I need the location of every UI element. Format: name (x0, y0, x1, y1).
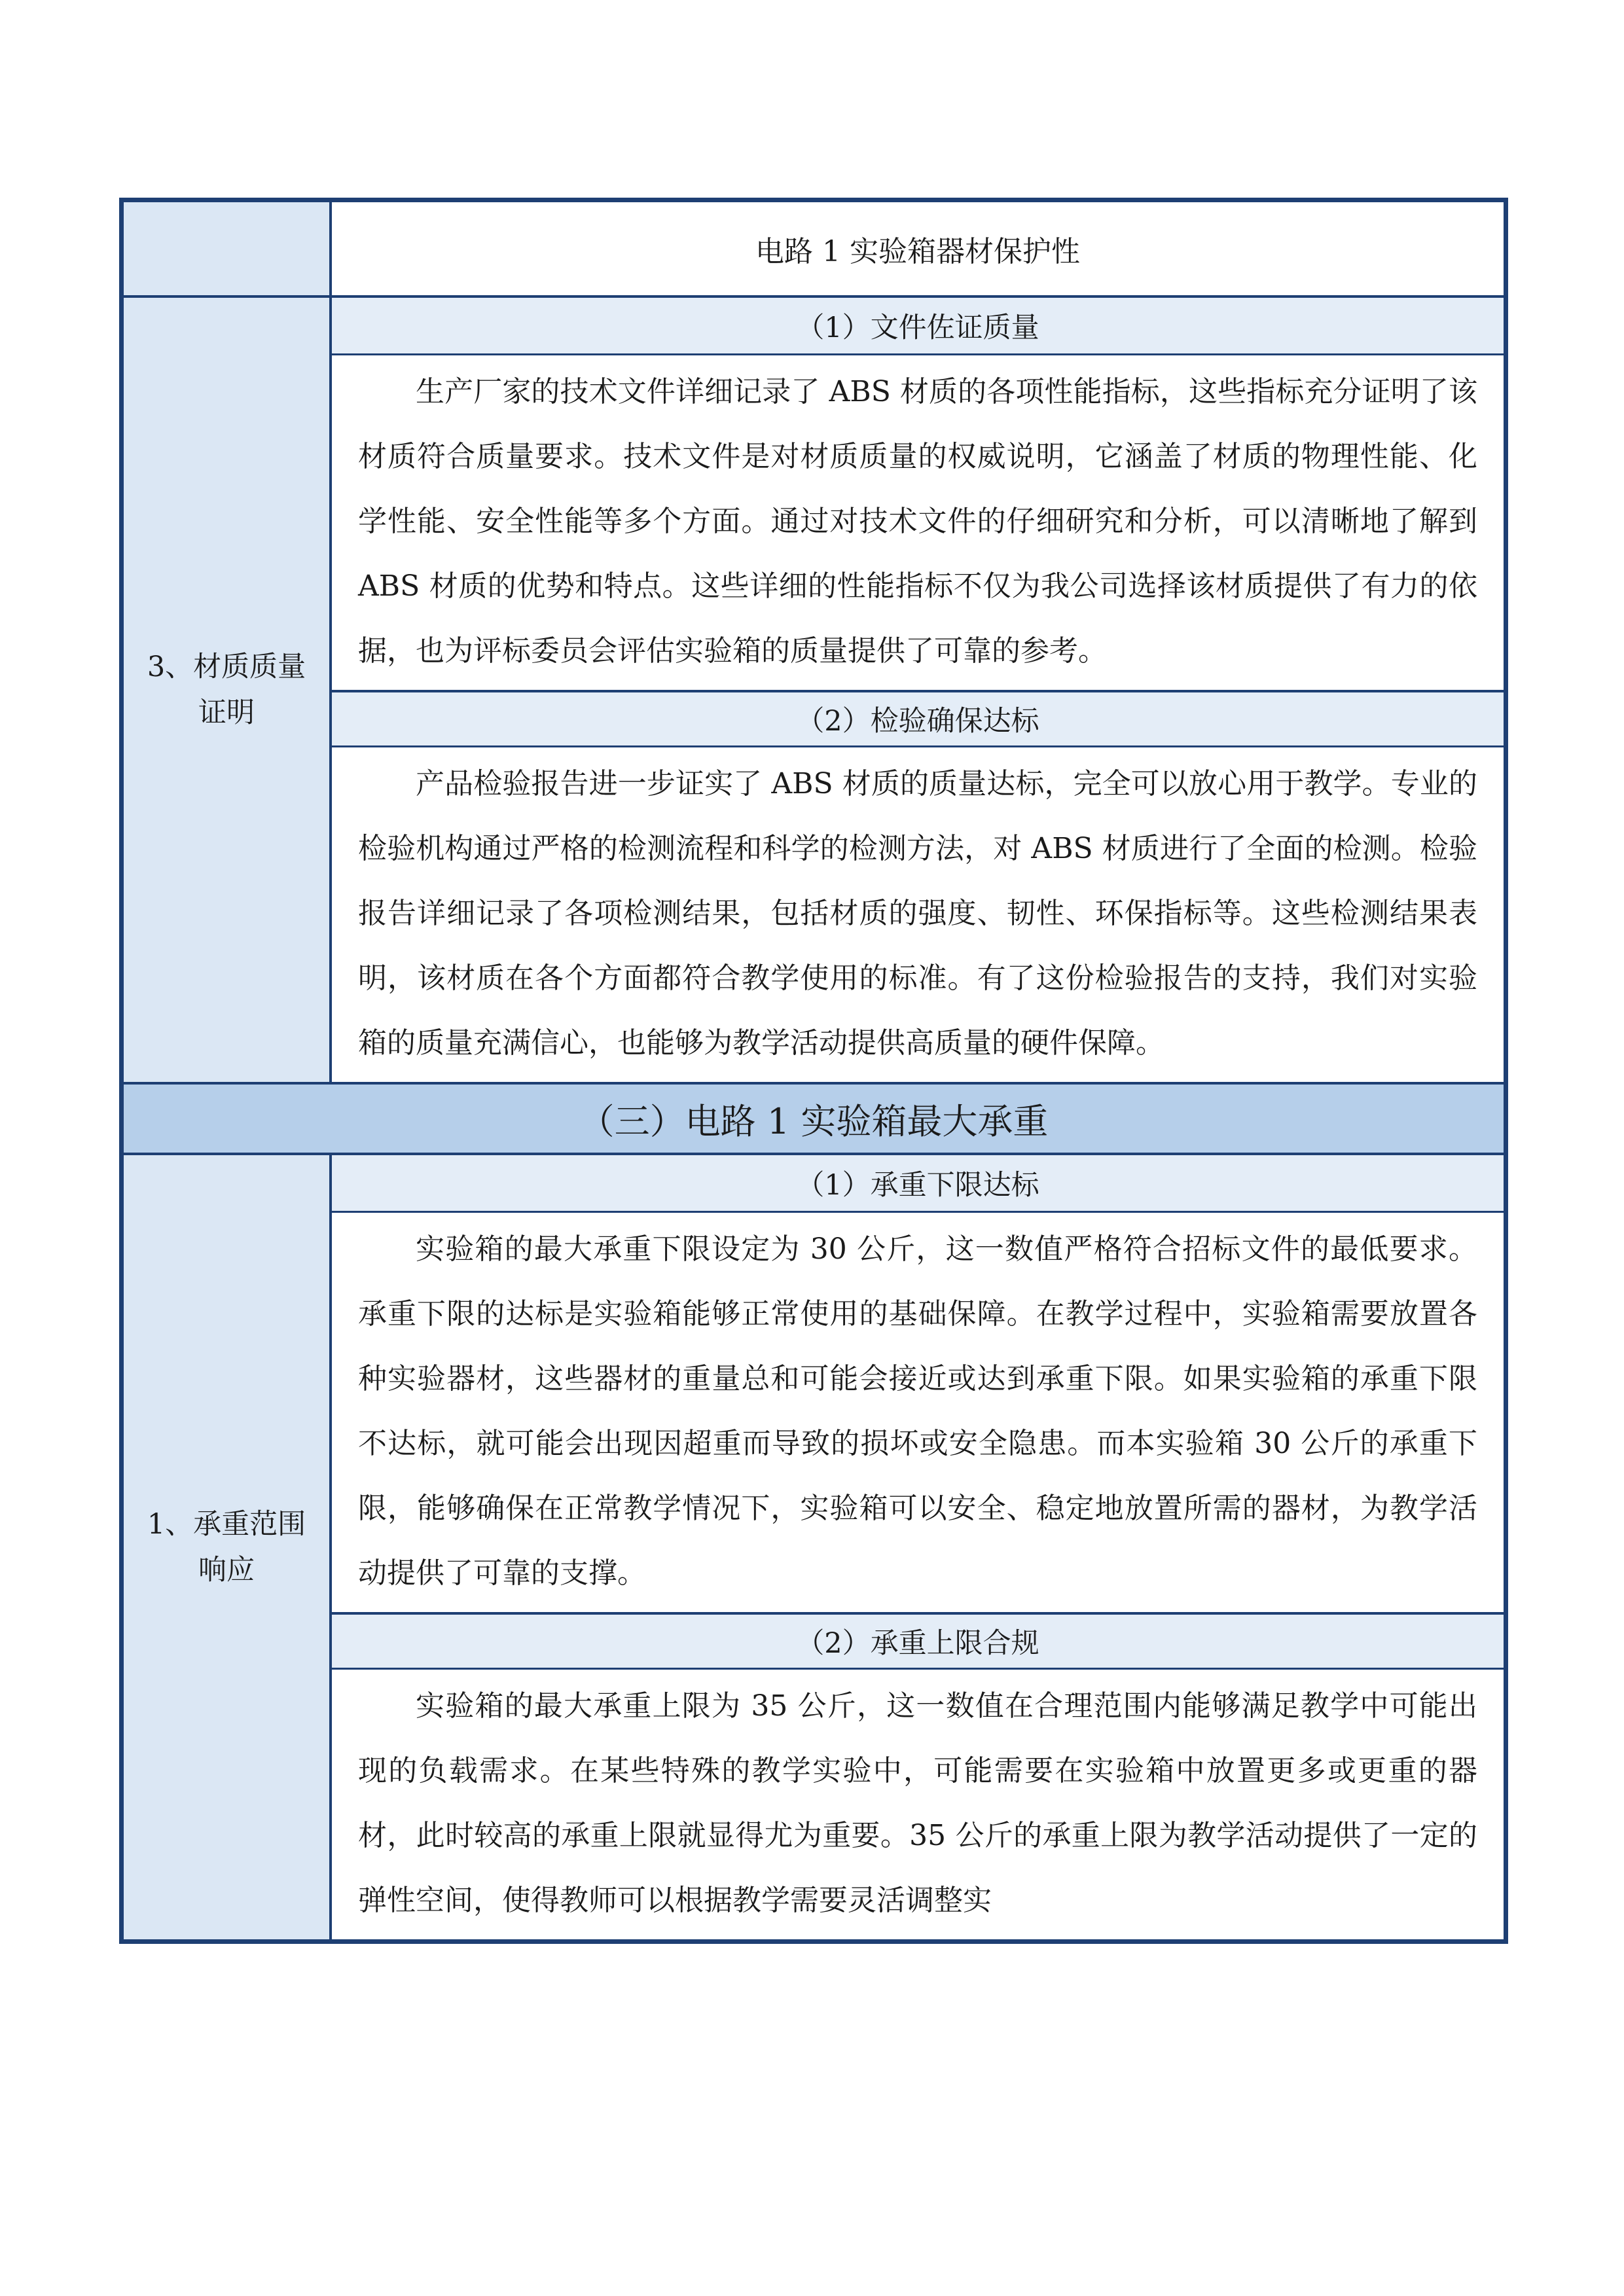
material-label: 3、材质质量证明 (147, 651, 306, 729)
table-row-material (124, 295, 1504, 1082)
sub-heading-document-proof: （1）文件佐证质量 (332, 298, 1504, 355)
paragraph-inspection: 产品检验报告进一步证实了 ABS 材质的质量达标，完全可以放心用于教学。专业的检验机构通过严格的检测流程和科学的检测方法，对 ABS 材质进行了全面的检测。检验报告详细记录了各项检测结果，包括材质的强度、韧性、环保指标等。这些检测结果表明，该材质在各个方面都符合教学使用的标准。有了这份检验报告的支持，我们对实验箱的质量充满信心，也能够为教学活动提供高质量的硬件保障。 (332, 747, 1504, 1082)
sub-heading-inspection: （2）检验确保达标 (332, 690, 1504, 747)
left-cell-load (124, 1155, 332, 1939)
table-row-section-band (124, 1082, 1504, 1153)
load-label: 1、承重范围响应 (147, 1508, 306, 1587)
sub-heading-upper-limit: （2）承重上限合规 (332, 1612, 1504, 1670)
left-cell-empty (124, 202, 332, 295)
table-row-load (124, 1153, 1504, 1939)
table-row-title (124, 202, 1504, 295)
paragraph-lower-limit: 实验箱的最大承重下限设定为 30 公斤，这一数值严格符合招标文件的最低要求。承重下限的达标是实验箱能够正常使用的基础保障。在教学过程中，实验箱需要放置各种实验器材，这些器材的重量总和可能会接近或达到承重下限。如果实验箱的承重下限不达标，就可能会出现因超重而导致的损坏或安全隐患。而本实验箱 30 公斤的承重下限，能够确保在正常教学情况下，实验箱可以安全、稳定地放置所需的器材，为教学活动提供了可靠的支撑。 (332, 1213, 1504, 1612)
sub-heading-lower-limit: （1）承重下限达标 (332, 1155, 1504, 1213)
paragraph-upper-limit: 实验箱的最大承重上限为 35 公斤，这一数值在合理范围内能够满足教学中可能出现的负载需求。在某些特殊的教学实验中，可能需要在实验箱中放置更多或更重的器材，此时较高的承重上限就显得尤为重要。35 公斤的承重上限为教学活动提供了一定的弹性空间，使得教师可以根据教学需要灵活调整实 (332, 1670, 1504, 1939)
section-heading: （三）电路 1 实验箱最大承重 (124, 1085, 1504, 1153)
table-title: 电路 1 实验箱器材保护性 (332, 202, 1504, 295)
left-cell-material (124, 298, 332, 1082)
spec-table (119, 198, 1508, 1944)
paragraph-document-proof: 生产厂家的技术文件详细记录了 ABS 材质的各项性能指标，这些指标充分证明了该材质符合质量要求。技术文件是对材质质量的权威说明，它涵盖了材质的物理性能、化学性能、安全性能等多个方面。通过对技术文件的仔细研究和分析，可以清晰地了解到 ABS 材质的优势和特点。这些详细的性能指标不仅为我公司选择该材质提供了有力的依据，也为评标委员会评估实验箱的质量提供了可靠的参考。 (332, 355, 1504, 690)
